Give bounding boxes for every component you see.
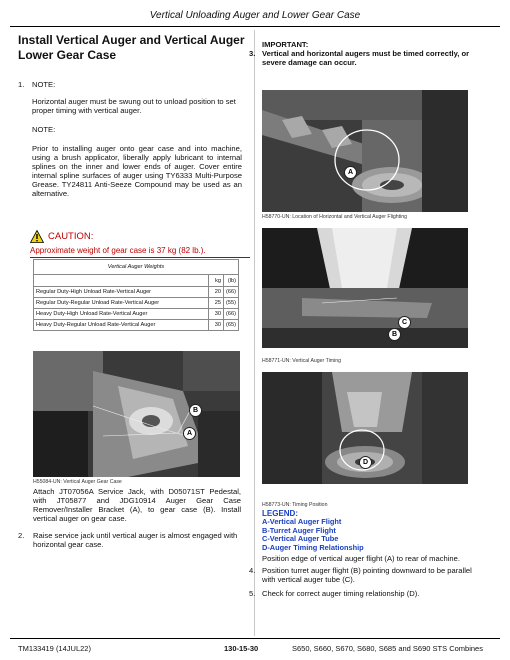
table-row [34,287,239,298]
legend-item: B-Turret Auger Flight [262,525,336,535]
weights-table-header-lb: (lb) [223,275,238,287]
table-cell-lb: (66) [223,287,238,298]
gear-case-illustration [33,351,240,477]
step-1-number: 1. [18,80,25,89]
auger-timing-caption: H58771-UN: Vertical Auger Timing [262,358,342,364]
legend-item: A-Vertical Auger Flight [262,517,342,526]
note-2-text: Prior to installing auger onto gear case and into machine, using a brush applicator, liberally apply lubricant to internal splines on the inner and lower ends of auger. Cover entire internal spline surfaces of auger using TY6333 Multi-Purpose Grease. TY24811 Anti-Seeze Compound may be used as an alternative. [32,144,242,198]
table-row [34,309,239,320]
gear-case-photo [33,351,240,477]
step-4-text: Position turret auger flight (B) pointing downward to be parallel with vertical auger tube (C). [262,566,472,584]
table-cell-desc: Regular Duty-High Unload Rate-Vertical Auger [34,287,209,298]
callout-b: B [189,404,202,417]
section-title: Install Vertical Auger and Vertical Auger Lower Gear Case [18,33,245,62]
table-cell-kg: 25 [209,298,224,309]
step-1-text: Attach JT07056A Service Jack, with D05071ST Pedestal, with JT05877 and JDG10914 Auger Gear Case Remover/Installer Bracket (A), to gear case (B). Install vertical auger on gear case. [33,487,241,523]
weights-table-header-kg: kg [209,275,224,287]
footer-divider [10,638,500,639]
header-divider [10,26,500,27]
page-header-title: Vertical Unloading Auger and Lower Gear Case [149,10,361,21]
table-row [34,298,239,309]
column-divider [254,30,255,636]
note-2-label: NOTE: [32,125,56,134]
table-cell-lb: (66) [223,309,238,320]
callout-d: D [359,456,372,469]
step-5-number: 5. [249,589,256,598]
footer-page-number: 130-15-30 [224,644,259,653]
table-cell-kg: 20 [209,287,224,298]
timing-position-caption: H58773-UN: Timing Position [262,502,328,508]
position-instruction: Position edge of vertical auger flight (A) to rear of machine. [262,554,460,563]
gear-case-photo-caption: H55084-UN: Vertical Auger Gear Case [33,479,122,485]
auger-timing-illustration [262,228,468,348]
callout-a: A [344,166,357,179]
caution-text: Approximate weight of gear case is 37 kg (82 lb.). [30,246,250,258]
important-label: IMPORTANT: [262,40,309,49]
table-cell-kg: 30 [209,309,224,320]
table-cell-lb: (65) [223,320,238,331]
table-cell-desc: Regular Duty-Regular Unload Rate-Vertical Auger [34,298,209,309]
legend-item: D-Auger Timing Relationship [262,542,364,552]
step-5-text: Check for correct auger timing relationship (D). [262,589,420,598]
weights-table-title: Vertical Auger Weights [34,260,239,275]
auger-flighting-caption: H58770-UN: Location of Horizontal and Vertical Auger Flighting [262,214,408,220]
step-2-text: Raise service jack until vertical auger is almost engaged with horizontal gear case. [33,531,238,549]
note-1-label: NOTE: [32,80,56,89]
caution-block [30,228,250,258]
auger-timing-photo [262,228,468,348]
auger-flighting-illustration [262,90,468,212]
timing-position-photo [262,372,468,484]
table-row [34,320,239,331]
step-3-text: Vertical and horizontal augers must be timed correctly, or severe damage can occur. [262,49,470,67]
callout-c: C [398,316,411,329]
step-4-number: 4. [249,566,256,575]
legend-list [262,518,364,552]
step-3-number: 3. [249,49,256,58]
callout-b: B [388,328,401,341]
table-cell-kg: 30 [209,320,224,331]
footer-models: S650, S660, S670, S680, S685 and S690 STS Combines [292,644,483,653]
caution-heading [30,228,250,246]
weights-table-blank-header [34,275,209,287]
caution-label: CAUTION: [48,231,94,243]
table-cell-desc: Heavy Duty-High Unload Rate-Vertical Auger [34,309,209,320]
step-2-number: 2. [18,531,25,540]
table-cell-lb: (55) [223,298,238,309]
vertical-auger-weights-table [33,259,239,331]
warning-triangle-icon [30,230,44,243]
note-1-text: Horizontal auger must be swung out to unload position to set proper timing with vertical auger. [32,97,236,115]
footer-doc-id: TM133419 (14JUL22) [18,644,91,653]
table-cell-desc: Heavy Duty-Regular Unload Rate-Vertical Auger [34,320,209,331]
auger-flighting-photo [262,90,468,212]
callout-a: A [183,427,196,440]
legend-title: LEGEND: [262,509,298,518]
legend-item: C-Vertical Auger Tube [262,534,339,544]
